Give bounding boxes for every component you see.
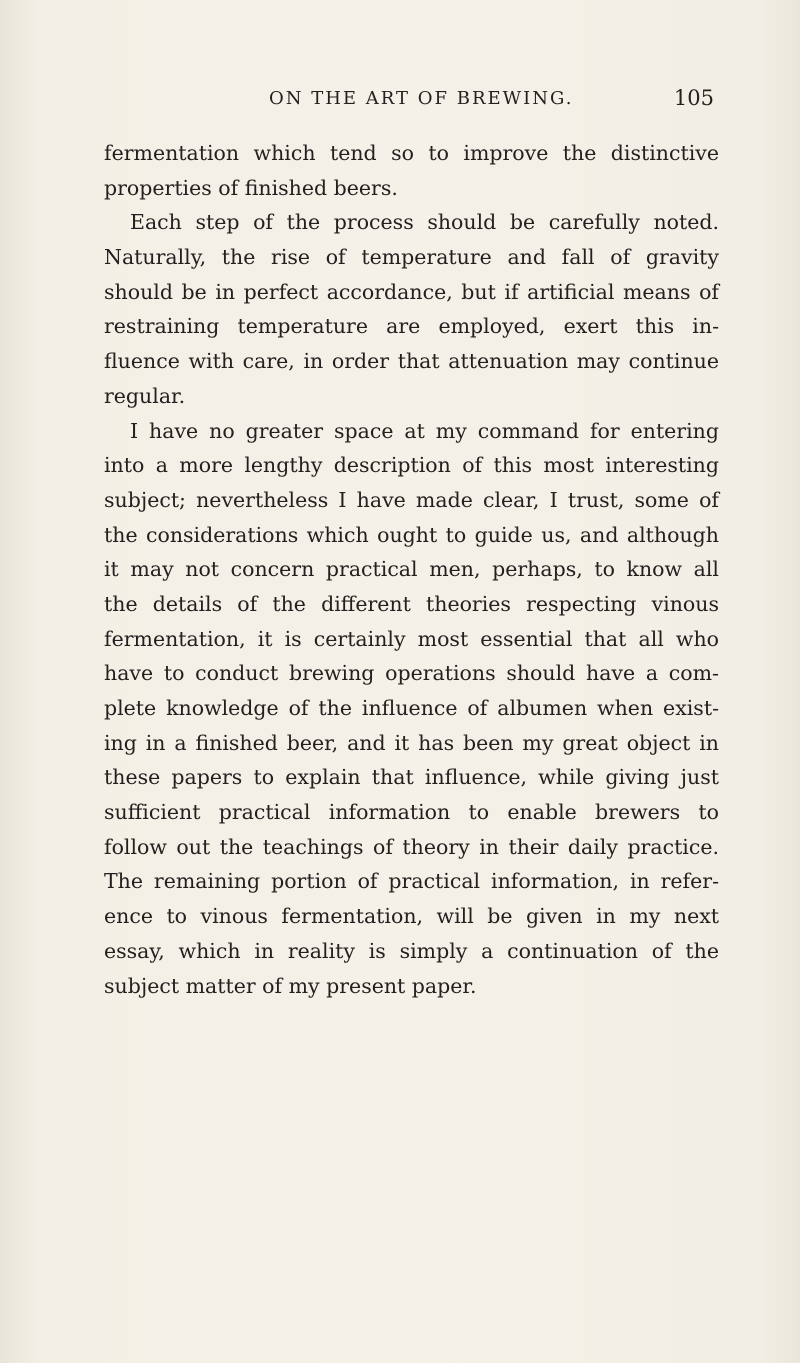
text-line: subject matter of my present paper.	[104, 973, 477, 998]
text-line: should be in perfect accordance, but if artificial means of	[104, 279, 719, 304]
text-line: sufficient practical information to enable brewers to	[104, 800, 719, 825]
text-line: The remaining portion of practical information, in refer-	[104, 869, 719, 894]
text-line: subject; nevertheless I have made clear, I trust, some of	[104, 487, 719, 512]
text-line: fermentation, it is certainly most essential that all who	[104, 626, 719, 651]
text-line: plete knowledge of the influence of albumen when exist-	[104, 696, 719, 720]
text-line: have to conduct brewing operations should have a com-	[104, 661, 719, 686]
text-line: the considerations which ought to guide us, and although	[104, 522, 719, 547]
running-head	[104, 88, 714, 118]
text-line: essay, which in reality is simply a continuation of the	[104, 938, 719, 963]
text-line: fermentation which tend so to improve the distinctive	[104, 141, 719, 165]
body-text	[104, 136, 719, 1003]
text-line: into a more lengthy description of this most interesting	[104, 453, 719, 478]
text-line: regular.	[104, 383, 186, 408]
text-line: ence to vinous fermentation, will be given in my next	[104, 904, 719, 929]
text-line: it may not concern practical men, perhaps, to know all	[104, 557, 719, 582]
text-line: I have no greater space at my command for entering	[130, 418, 719, 443]
text-line: restraining temperature are employed, exert this in-	[104, 314, 719, 339]
text-line: Each step of the process should be carefully noted.	[130, 210, 719, 235]
text-line: ing in a finished beer, and it has been my great object in	[104, 730, 719, 755]
text-line: Naturally, the rise of temperature and fall of gravity	[104, 245, 719, 270]
text-line: these papers to explain that influence, while giving just	[104, 765, 719, 790]
text-line: follow out the teachings of theory in their daily practice.	[104, 834, 719, 859]
text-line: properties of finished beers.	[104, 175, 398, 200]
text-line: fluence with care, in order that attenuation may continue	[104, 349, 719, 374]
running-title: ON THE ART OF BREWING.	[269, 88, 574, 109]
text-line: the details of the different theories respecting vinous	[104, 591, 719, 616]
page-number: 105	[673, 86, 714, 110]
